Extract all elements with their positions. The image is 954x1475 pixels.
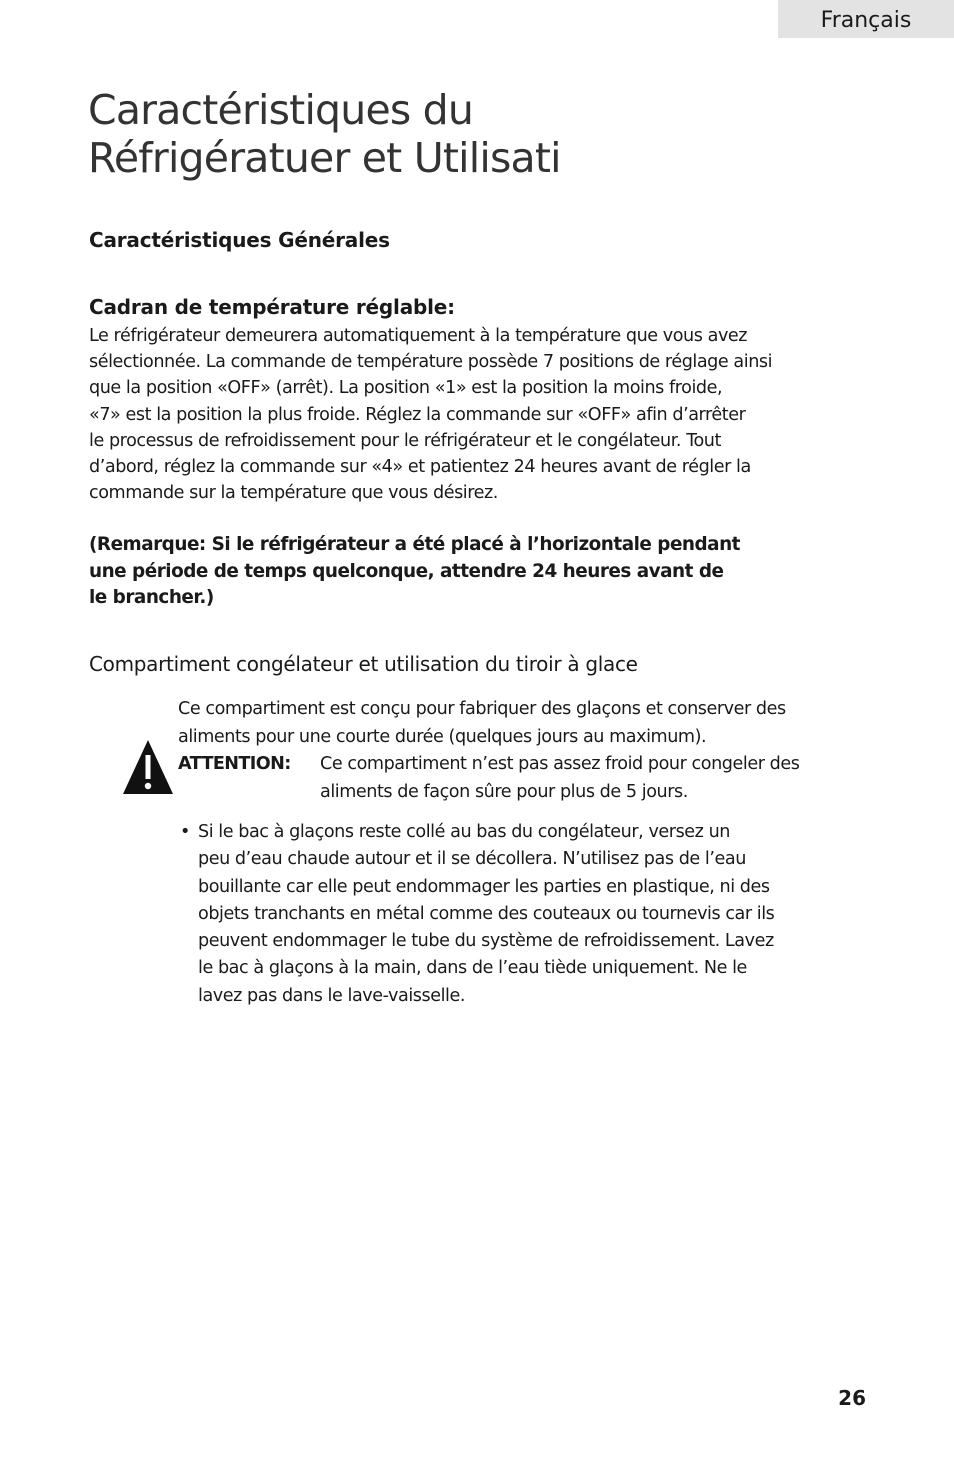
attention-block [178,751,878,806]
temperature-dial-paragraph [89,323,869,506]
text-line: lavez pas dans le lave-vaisselle. [198,985,465,1006]
page-number: 26 [838,1386,866,1410]
text-line: le brancher.) [89,587,214,608]
text-line: le processus de refroidissement pour le réfrigérateur et le congélateur. Tout [89,430,721,451]
page-title-line-2: Réfrigératuer et Utilisati [88,134,561,182]
text-line: «7» est la position la plus froide. Réglez la commande sur «OFF» afin d’arrêter [89,404,746,425]
text-line: aliments pour une courte durée (quelques jours au maximum). [178,726,707,747]
page-title [88,86,868,182]
bullet-dot: • [180,822,190,842]
text-line: aliments de façon sûre pour plus de 5 jours. [320,781,688,802]
freezer-compartment-heading: Compartiment congélateur et utilisation du tiroir à glace [89,652,638,676]
attention-text [320,751,880,806]
text-line: Si le bac à glaçons reste collé au bas du congélateur, versez un [198,822,730,842]
text-line: bouillante car elle peut endommager les parties en plastique, ni des [198,876,770,897]
text-line: d’abord, réglez la commande sur «4» et patientez 24 heures avant de régler la [89,457,751,478]
attention-label: ATTENTION: [178,754,291,774]
text-line: Ce compartiment est conçu pour fabriquer des glaçons et conserver des [178,699,786,719]
text-line: une période de temps quelconque, attendre 24 heures avant de [89,560,724,582]
bullet-text [198,819,848,1010]
text-line: objets tranchants en métal comme des couteaux ou tournevis car ils [198,903,775,924]
text-line: que la position «OFF» (arrêt). La position «1» est la position la moins froide, [89,378,723,399]
warning-triangle-icon [122,738,174,796]
placement-note [89,532,869,612]
temperature-dial-heading: Cadran de température réglable: [89,295,455,319]
text-line: Le réfrigérateur demeurera automatiquement à la température que vous avez [89,326,748,346]
ice-tray-bullet [178,819,858,1010]
text-line: le bac à glaçons à la main, dans de l’eau tiède uniquement. Ne le [198,958,747,979]
text-line: peuvent endommager le tube du système de refroidissement. Lavez [198,931,774,952]
page-title-line-1: Caractéristiques du [88,86,474,134]
text-line: commande sur la température que vous désirez. [89,483,498,504]
general-features-heading: Caractéristiques Générales [89,228,390,252]
text-line: sélectionnée. La commande de température possède 7 positions de réglage ainsi [89,352,773,373]
text-line: (Remarque: Si le réfrigérateur a été placé à l’horizontale pendant [89,534,740,555]
freezer-description [178,696,878,751]
language-tab: Français [778,0,954,38]
text-line: Ce compartiment n’est pas assez froid pour congeler des [320,754,800,774]
text-line: peu d’eau chaude autour et il se décollera. N’utilisez pas de l’eau [198,849,746,870]
